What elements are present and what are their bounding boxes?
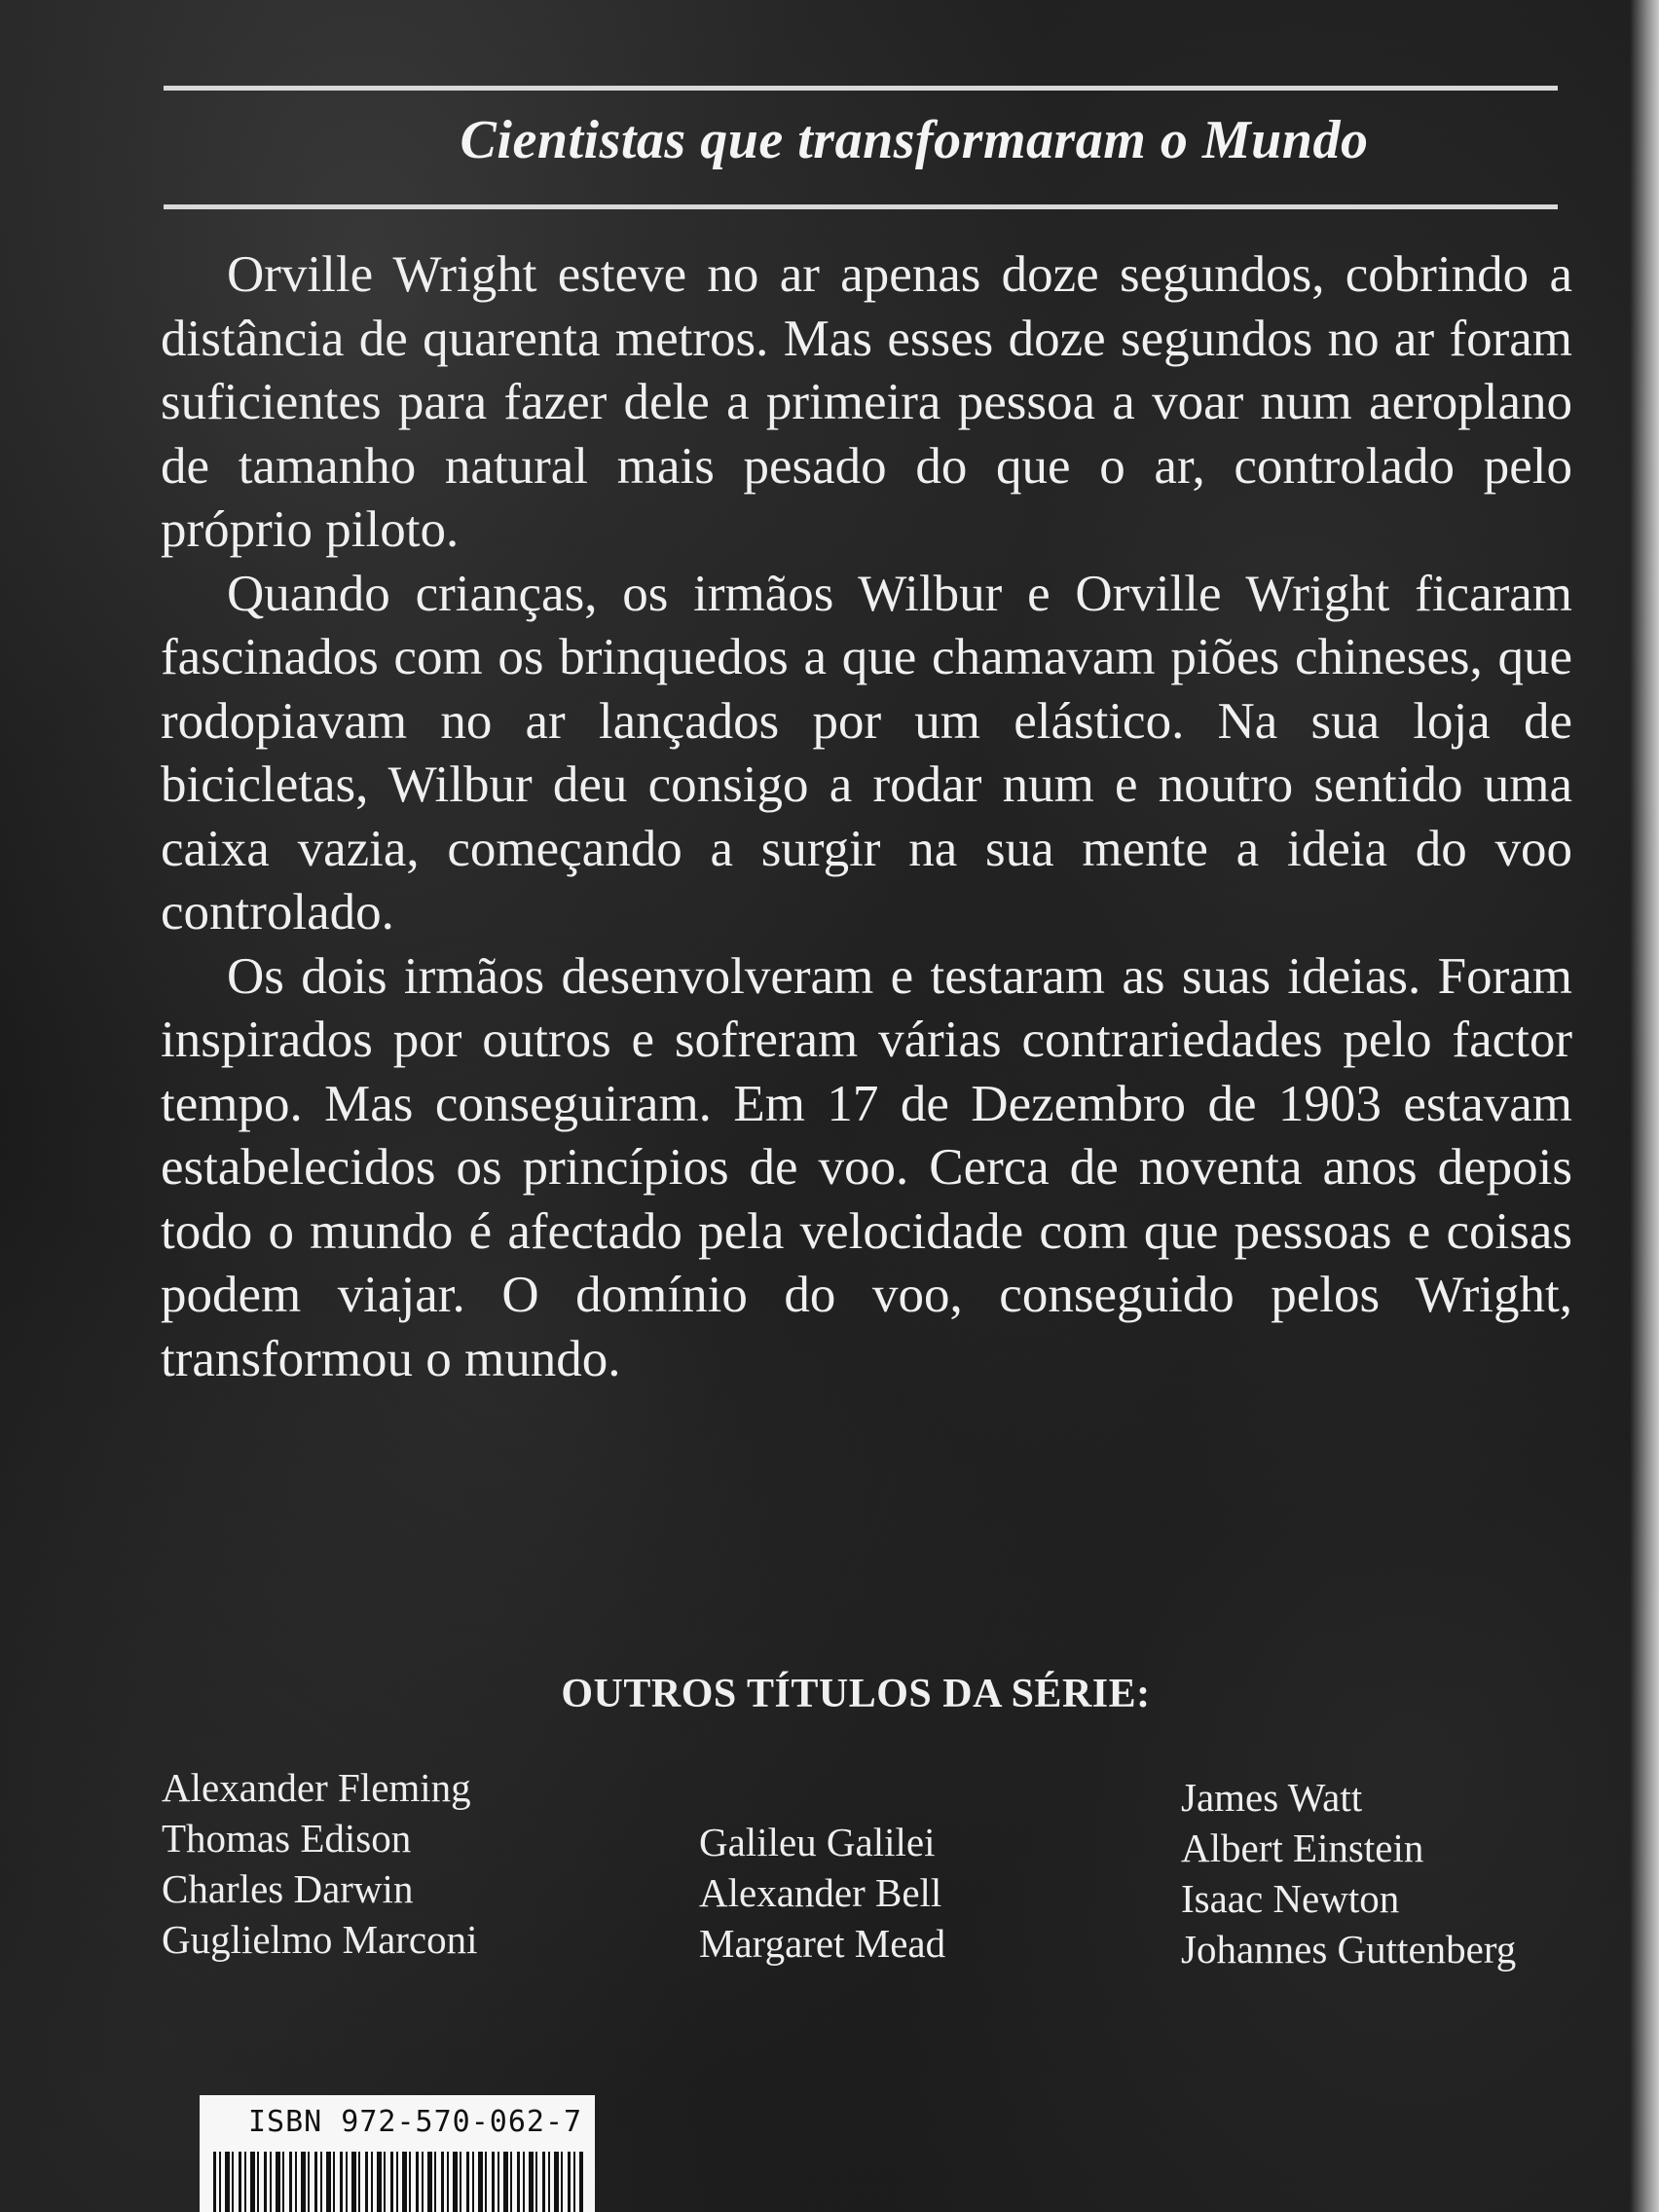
series-title-item: Johannes Guttenberg (1181, 1927, 1517, 1972)
synopsis-paragraph: Orville Wright esteve no ar apenas doze segundos, cobrindo a distância de quarenta metros. Mas esses doze segundos no ar foram suficientes para fazer dele a primeira pessoa a voar num aeroplano de tamanho natural mais pesado do que o ar, controlado pelo próprio piloto. (161, 246, 1572, 558)
synopsis (161, 243, 1572, 1391)
series-title-item: Guglielmo Marconi (162, 1917, 478, 1962)
series-title-item: Galileu Galilei (699, 1820, 936, 1864)
series-title-item: Isaac Newton (1181, 1876, 1400, 1921)
series-title: Cientistas que transformaram o Mundo (460, 110, 1369, 170)
isbn-label-box (200, 2095, 595, 2212)
title-top-rule (164, 86, 1558, 91)
titles-column-3 (1181, 1772, 1516, 1974)
series-title-item: Charles Darwin (162, 1866, 414, 1911)
isbn-number: ISBN 972-570-062-7 (248, 2105, 583, 2139)
barcode (213, 2152, 583, 2212)
synopsis-paragraph: Os dois irmãos desenvolveram e testaram as suas ideias. Foram inspirados por outros e sofreram várias contrariedades pelo factor tempo. Mas conseguiram. Em 17 de Dezembro de 1903 estavam estabelecidos os princípios de voo. Cerca de noventa anos depois todo o mundo é afectado pela velocidade com que pessoas e coisas podem viajar. O domínio do voo, conseguido pelos Wright, transformou o mundo. (161, 947, 1572, 1387)
page-edge (1630, 0, 1659, 2212)
titles-column-2 (699, 1817, 945, 1969)
title-bottom-rule (164, 204, 1558, 209)
series-title-item: James Watt (1181, 1775, 1363, 1820)
series-title-item: Alexander Fleming (162, 1765, 471, 1810)
titles-column-1 (162, 1762, 478, 1965)
series-title-item: Thomas Edison (162, 1816, 412, 1861)
series-title-item: Alexander Bell (699, 1870, 942, 1915)
other-titles-heading: OUTROS TÍTULOS DA SÉRIE: (561, 1672, 1151, 1716)
series-title-item: Margaret Mead (699, 1921, 946, 1966)
synopsis-paragraph: Quando crianças, os irmãos Wilbur e Orville Wright ficaram fascinados com os brinquedos a que chamavam piões chineses, que rodopiavam no ar lançados por um elástico. Na sua loja de bicicletas, Wilbur deu consigo a rodar num e noutro sentido uma caixa vazia, começando a surgir na sua mente a ideia do voo controlado. (161, 565, 1572, 940)
series-title-item: Albert Einstein (1181, 1825, 1424, 1870)
